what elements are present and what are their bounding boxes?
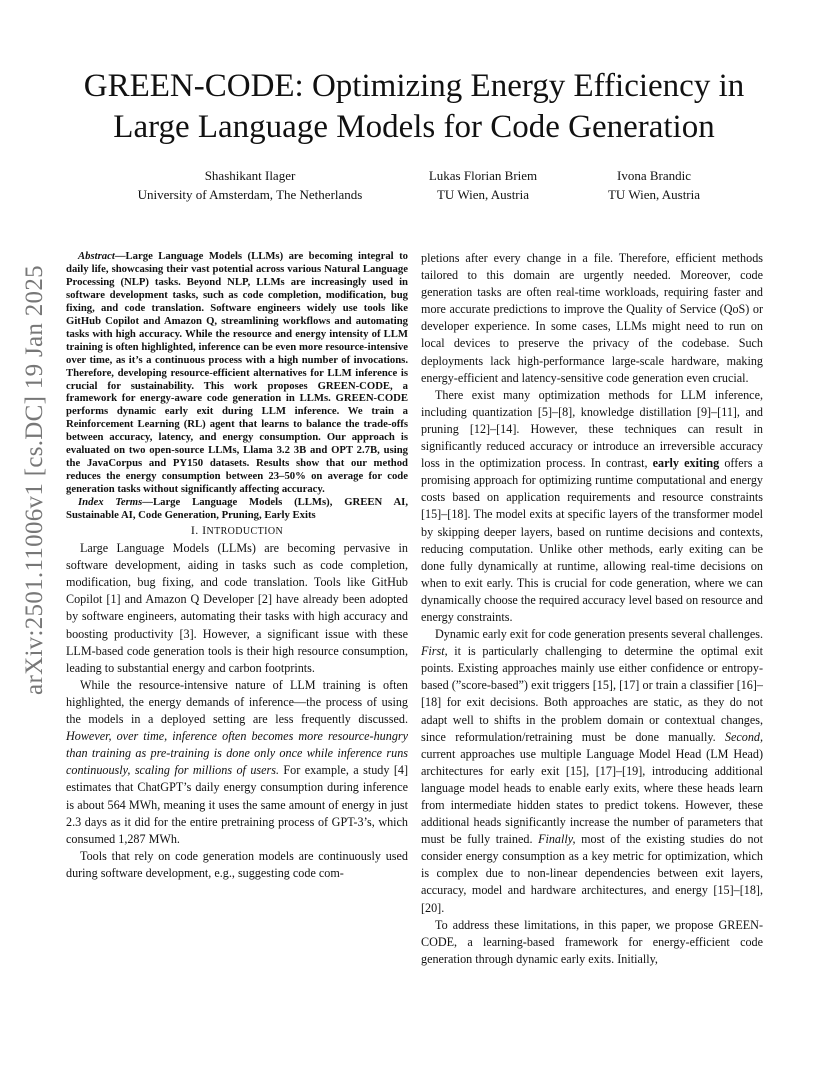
right-column xyxy=(421,250,763,968)
left-column xyxy=(66,250,408,882)
paragraph: Tools that rely on code generation models are continuously used during software development, e.g., suggesting code com- xyxy=(66,848,408,880)
section-initial: I xyxy=(202,523,207,538)
arxiv-identifier-stamp: arXiv:2501.11006v1 [cs.DC] 19 Jan 2025 xyxy=(21,265,48,695)
title-line-1: GREEN-CODE: Optimizing Energy Efficiency in xyxy=(83,68,745,104)
author-name: Lukas Florian Briem xyxy=(428,168,538,183)
author-name: Ivona Brandic xyxy=(616,168,691,183)
abstract xyxy=(66,250,408,522)
section-heading-introduction xyxy=(66,522,408,540)
index-terms-label: Index Terms xyxy=(78,496,143,509)
section-number: I. xyxy=(190,523,199,538)
paragraph: While the resource-intensive nature of LLM training is often highlighted, the energy demands of inference—the process of using the models in a deployed setting are less frequently discussed. However, over time, inference often becomes more resource-hungry than training as pre-training is done only once while inference runs continuously, scaling for millions of users. For example, a study [4] estimates that ChatGPT’s daily energy consumption during inference is about 564 MWh, meaning it uses the same amount of energy in just 2.3 days as it did for the entire pretraining process of GPT-3’s, which consumed 1,287 MWh. xyxy=(66,677,408,846)
author-affiliation: TU Wien, Austria xyxy=(607,187,701,202)
paragraph: Dynamic early exit for code generation presents several challenges. First, it is particularly challenging to determine the optimal exit points. Existing approaches mainly use either confidence or entropy-based (”score-based”) exit triggers [15], [17] or train a classifier [16]–[18] for exit decisions. Both approaches are static, as they do not adapt well to shifts in the problem domain or contextual changes, since reformulation/retraining must be done manually. Second, current approaches use multiple Language Model Head (LM Head) architectures for early exit [15], [17]–[19], introducing additional language model heads to enable early exits, where these heads learn from intermediate hidden states to predict tokens. However, these additional heads significantly increase the number of parameters that must be fully trained. Finally, most of the existing studies do not consider energy consumption as a key metric for optimization, which is complex due to non-linear dependencies between exit layers, accuracy, model and hardware architectures, and energy [15]–[18], [20]. xyxy=(421,627,763,915)
paper-title xyxy=(40,66,788,148)
paragraph: Large Language Models (LLMs) are becoming pervasive in software development, aiding in tasks such as code completion, modification, bug fixing, and code translation. Tools like GitHub Copilot [1] and Amazon Q Developer [2] have already been adopted by software engineers, automating their tasks with high accuracy and boosting productivity [3]. However, a significant issue with these LLM-based code generation tools is their high resource consumption, leading to substantial energy and carbon footprints. xyxy=(66,541,408,675)
index-terms-text: —Large Language Models (LLMs), GREEN AI, Sustainable AI, Code Generation, Pruning, Early Exits xyxy=(66,496,408,522)
abstract-label: Abstract xyxy=(78,250,115,262)
author-1 xyxy=(120,166,380,204)
paragraph: There exist many optimization methods for LLM inference, including quantization [5]–[8], knowledge distillation [9]–[11], and pruning [12]–[14]. However, these techniques can result in significantly reduced accuracy or introduce an irreversible accuracy loss in the optimization process. In contrast, early exiting offers a promising approach for optimizing runtime computational and energy costs based on application requirements and resource constraints [15]–[18]. The model exits at specific layers of the transformer model by skipping deeper layers, based on runtime decisions and contexts, reducing computation. Unlike other methods, early exiting can be done fully dynamically at runtime, allowing real-time decisions on when to exit early. This is crucial for code generation, where we can dynamically choose the required accuracy level based on resource and energy constraints. xyxy=(421,387,763,624)
author-name: Shashikant Ilager xyxy=(204,168,296,183)
paragraph: pletions after every change in a file. Therefore, efficient methods tailored to this domain are urgently needed. Moreover, code generation tasks are often real-time workloads, requiring faster and more accurate predictions to improve the Quality of Service (QoS) or developer experience. In some cases, LLMs might need to run on local devices to preserve the privacy of the codebase. Such deployments lack high-performance large-scale hardware, making energy-efficient and latency-sensitive code generation even crucial. xyxy=(421,251,763,385)
author-2 xyxy=(400,166,566,204)
author-3 xyxy=(584,166,724,204)
author-affiliation: TU Wien, Austria xyxy=(436,187,530,202)
section-title-rest: NTRODUCTION xyxy=(206,526,284,538)
abstract-text: —Large Language Models (LLMs) are becoming integral to daily life, showcasing their vast potential across various Natural Language Processing (NLP) tasks. Beyond NLP, LLMs are increasingly used in software development tasks, such as code completion, modification, bug fixing, and code translation. Software engineers widely use tools like GitHub Copilot and Amazon Q, streamlining workflows and automating tasks with high accuracy. While the resource and energy intensity of LLM training is often highlighted, inference can be even more resource-intensive over time, as it’s a continuous process with a high number of invocations. Therefore, developing resource-efficient alternatives for LLM inference is crucial for sustainability. This work proposes GREEN-CODE, a framework for energy-aware code generation in LLMs. GREEN-CODE performs dynamic early exit during LLM inference. We train a Reinforcement Learning (RL) agent that learns to balance the trade-offs between accuracy, latency, and energy consumption. Our approach is evaluated on two open-source LLMs, Llama 3.2 3B and OPT 2.7B, using the JavaCorpus and PY150 datasets. Results show that our method reduces the energy consumption between 23–50% on average for code generation tasks without significantly affecting accuracy. xyxy=(66,250,408,496)
author-affiliation: University of Amsterdam, The Netherlands xyxy=(137,187,363,202)
title-line-2: Large Language Models for Code Generation xyxy=(113,109,715,145)
paragraph: To address these limitations, in this paper, we propose GREEN-CODE, a learning-based framework for energy-efficient code generation through dynamic early exits. Initially, xyxy=(421,917,763,966)
